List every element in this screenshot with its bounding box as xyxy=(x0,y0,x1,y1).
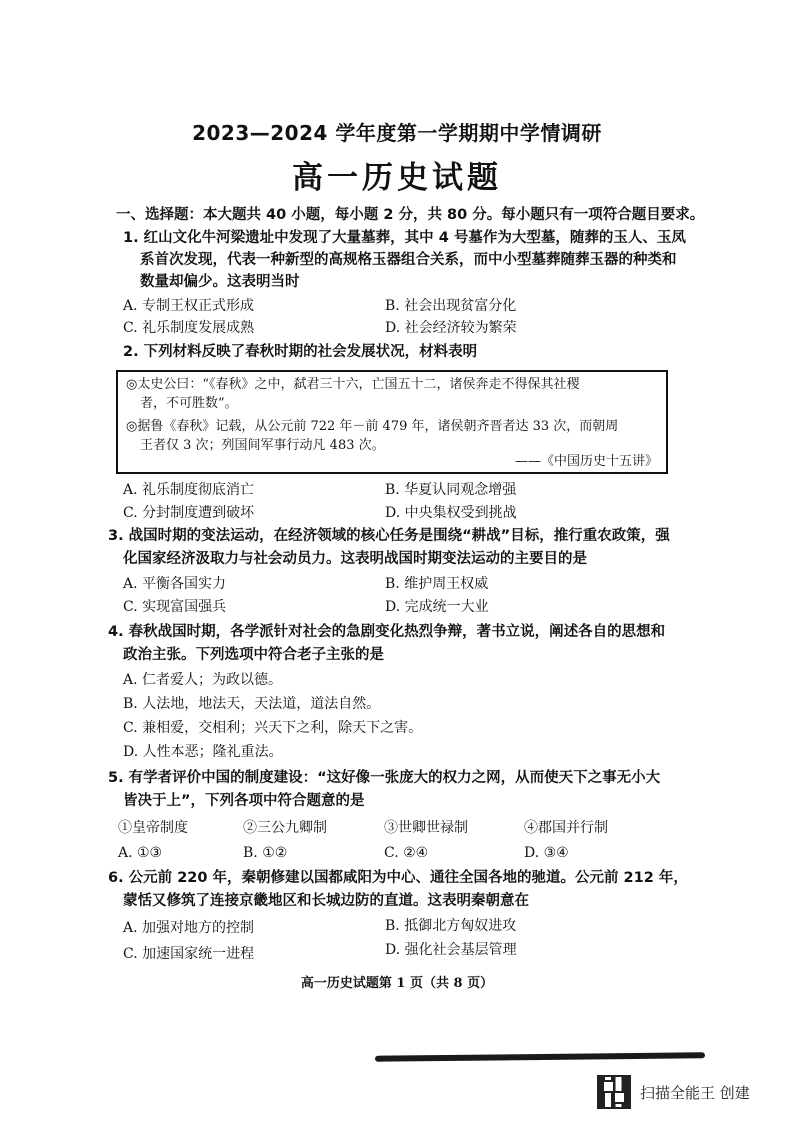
question-6-option-c[interactable]: C. 加速国家统一进程 xyxy=(123,946,255,962)
question-5-item-4: ④郡国并行制 xyxy=(524,820,608,836)
question-3-option-d[interactable]: D. 完成统一大业 xyxy=(385,599,489,615)
question-1-stem: 1. 红山文化牛河梁遗址中发现了大量墓葬，其中 4 号墓作为大型墓，随葬的玉人、玉凤 xyxy=(123,230,686,246)
question-1-stem: 系首次发现，代表一种新型的高规格玉器组合关系，而中小型墓葬随葬玉器的种类和 xyxy=(140,252,677,268)
question-5-option-a[interactable]: A. ①③ xyxy=(118,845,163,861)
scanner-watermark: 扫描全能王 创建 xyxy=(640,1084,750,1102)
question-2-option-b[interactable]: B. 华夏认同观念增强 xyxy=(385,482,517,498)
question-1-stem: 数量却偏少。这表明当时 xyxy=(140,274,300,290)
material-quote-line: ◎太史公曰：“《春秋》之中，弑君三十六，亡国五十二，诸侯奔走不得保其社稷 xyxy=(126,377,580,392)
question-5-stem: 皆决于上”，下列各项中符合题意的是 xyxy=(123,793,365,809)
question-5-stem: 5. 有学者评价中国的制度建设：“这好像一张庞大的权力之网，从而使天下之事无小大 xyxy=(108,770,661,786)
question-1-option-d[interactable]: D. 社会经济较为繁荣 xyxy=(385,320,517,336)
question-3-option-a[interactable]: A. 平衡各国实力 xyxy=(123,576,227,592)
material-quote-line: 者，不可胜数”。 xyxy=(140,396,238,411)
question-3-stem: 化国家经济汲取力与社会动员力。这表明战国时期变法运动的主要目的是 xyxy=(123,551,587,567)
page-footer: 高一历史试题第 1 页（共 8 页） xyxy=(300,976,494,991)
question-2-material-box xyxy=(116,370,668,474)
question-6-stem: 6. 公元前 220 年，秦朝修建以国都咸阳为中心、通往全国各地的驰道。公元前 212 年， xyxy=(108,870,688,886)
material-source: ——《中国历史十五讲》 xyxy=(514,454,658,469)
question-4-stem: 4. 春秋战国时期，各学派针对社会的急剧变化热烈争辩，著书立说，阐述各自的思想和 xyxy=(108,624,666,640)
question-4-option-a[interactable]: A. 仁者爱人；为政以德。 xyxy=(123,672,283,688)
question-1-option-c[interactable]: C. 礼乐制度发展成熟 xyxy=(123,320,255,336)
question-5-item-2: ②三公九卿制 xyxy=(243,820,327,836)
question-4-option-b[interactable]: B. 人法地，地法天，天法道，道法自然。 xyxy=(123,696,381,712)
question-4-stem: 政治主张。下列选项中符合老子主张的是 xyxy=(123,647,384,663)
scan-shadow-bar xyxy=(375,1052,705,1061)
question-3-option-c[interactable]: C. 实现富国强兵 xyxy=(123,599,227,615)
material-quote-line: 王者仅 3 次；列国间军事行动凡 483 次。 xyxy=(140,438,385,453)
question-6-option-a[interactable]: A. 加强对地方的控制 xyxy=(123,920,255,936)
question-2-option-c[interactable]: C. 分封制度遭到破坏 xyxy=(123,505,255,521)
qr-code-icon xyxy=(597,1075,631,1109)
question-2-stem: 2. 下列材料反映了春秋时期的社会发展状况，材料表明 xyxy=(123,344,478,360)
question-5-option-d[interactable]: D. ③④ xyxy=(524,845,569,861)
question-5-option-c[interactable]: C. ②④ xyxy=(384,845,429,861)
question-5-item-3: ③世卿世禄制 xyxy=(384,820,468,836)
question-6-option-d[interactable]: D. 强化社会基层管理 xyxy=(385,942,517,958)
question-3-stem: 3. 战国时期的变法运动，在经济领域的核心任务是围绕“耕战”目标，推行重农政策，强 xyxy=(108,528,670,544)
question-4-option-d[interactable]: D. 人性本恶；隆礼重法。 xyxy=(123,744,283,760)
material-quote-line: ◎据鲁《春秋》记载，从公元前 722 年－前 479 年，诸侯朝齐晋者达 33 次，而朝周 xyxy=(126,419,619,434)
question-2-option-a[interactable]: A. 礼乐制度彻底消亡 xyxy=(123,482,255,498)
question-1-option-b[interactable]: B. 社会出现贫富分化 xyxy=(385,298,517,314)
question-2-option-d[interactable]: D. 中央集权受到挑战 xyxy=(385,505,517,521)
section-heading: 一、选择题：本大题共 40 小题，每小题 2 分，共 80 分。每小题只有一项符合题目要求。 xyxy=(116,207,705,223)
question-1-option-a[interactable]: A. 专制王权正式形成 xyxy=(123,298,255,314)
question-5-item-1: ①皇帝制度 xyxy=(118,820,188,836)
exam-title: 2023—2024 学年度第一学期期中学情调研 xyxy=(192,121,602,145)
question-3-option-b[interactable]: B. 维护周王权威 xyxy=(385,576,489,592)
question-5-option-b[interactable]: B. ①② xyxy=(243,845,288,861)
subject-title: 高一历史试题 xyxy=(292,160,502,196)
question-4-option-c[interactable]: C. 兼相爱，交相利；兴天下之利，除天下之害。 xyxy=(123,720,423,736)
question-6-option-b[interactable]: B. 抵御北方匈奴进攻 xyxy=(385,918,517,934)
question-6-stem: 蒙恬又修筑了连接京畿地区和长城边防的直道。这表明秦朝意在 xyxy=(123,893,529,909)
